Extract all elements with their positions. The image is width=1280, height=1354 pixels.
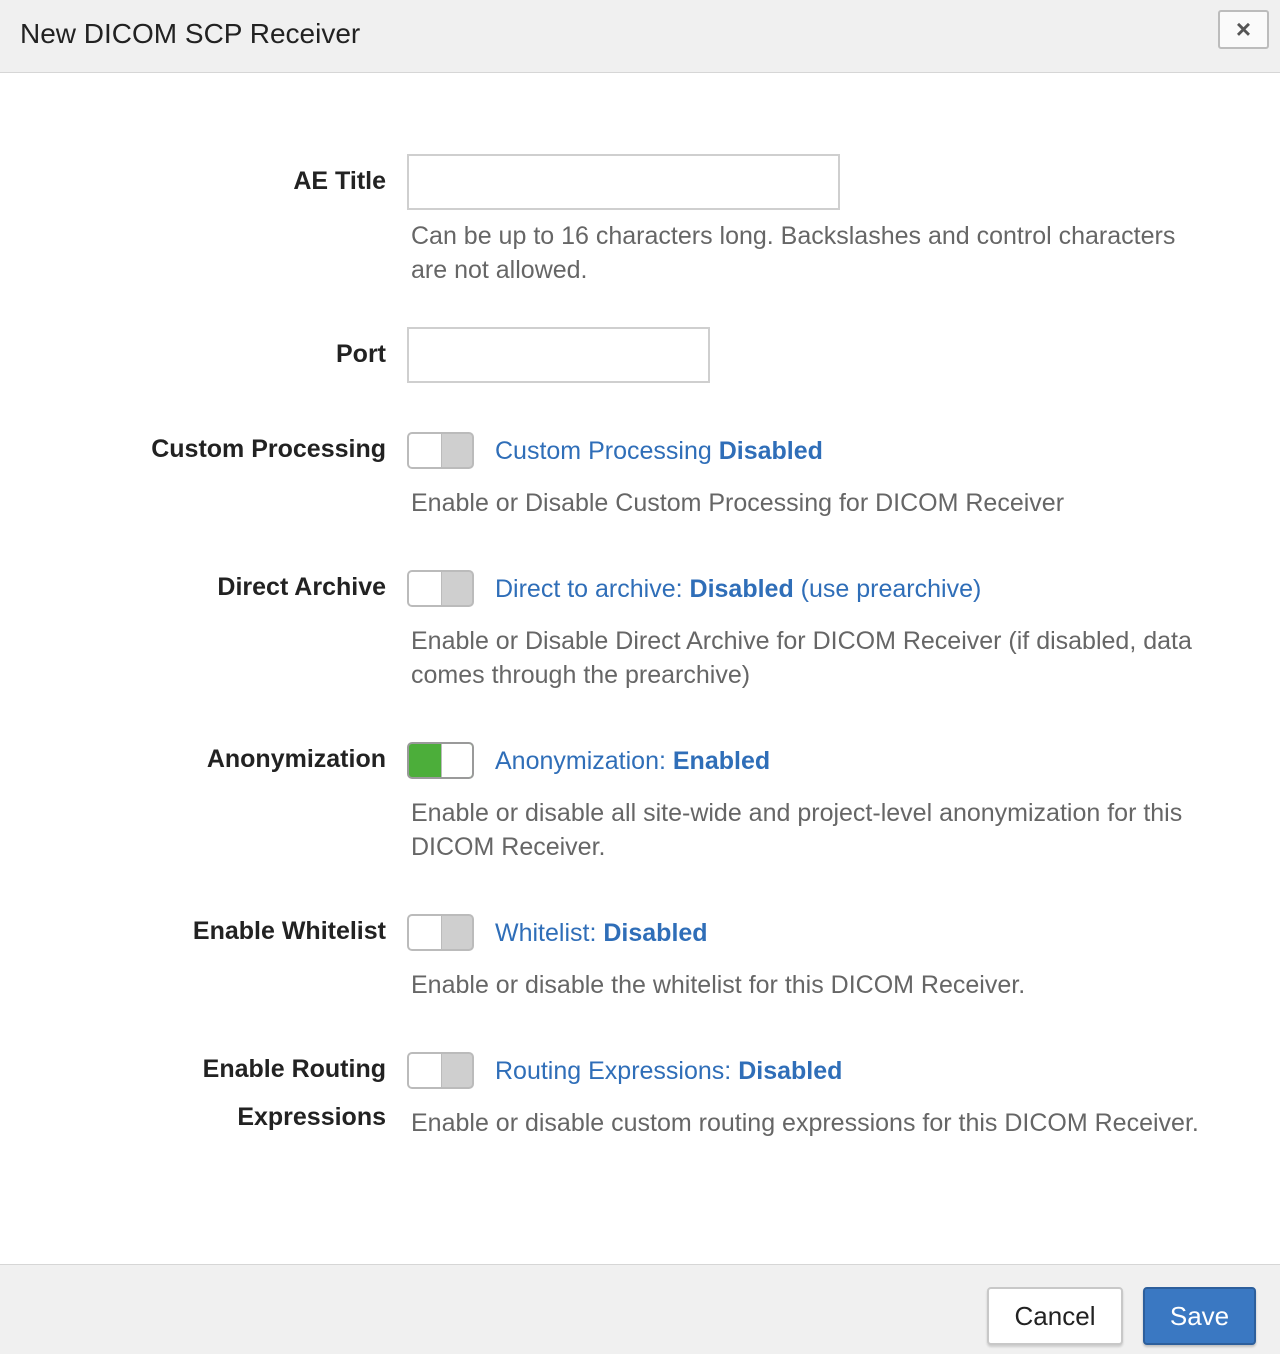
status-prefix: Custom Processing: [495, 437, 719, 465]
routing-toggle[interactable]: [407, 1052, 474, 1089]
status-value: Disabled: [689, 575, 794, 603]
direct-archive-toggle[interactable]: [407, 570, 474, 607]
routing-label-line1: Enable Routing: [202, 1055, 386, 1083]
status-value: Disabled: [718, 437, 823, 465]
port-label: Port: [336, 340, 386, 368]
toggle-knob: [409, 1054, 442, 1087]
custom-processing-help: Enable or Disable Custom Processing for DICOM Receiver: [411, 489, 1065, 517]
whitelist-toggle[interactable]: [407, 914, 474, 951]
routing-status: [495, 1054, 842, 1088]
close-button[interactable]: [1218, 10, 1269, 49]
status-value: Disabled: [738, 1057, 843, 1085]
anonymization-status: [495, 744, 770, 778]
cancel-button[interactable]: Cancel: [987, 1287, 1123, 1345]
ae-title-input[interactable]: [407, 154, 840, 210]
status-prefix: Anonymization:: [495, 747, 673, 775]
toggle-knob: [409, 916, 442, 949]
dialog-title: New DICOM SCP Receiver: [20, 18, 361, 49]
save-button[interactable]: Save: [1143, 1287, 1256, 1345]
anonymization-toggle[interactable]: [407, 742, 474, 779]
whitelist-label: Enable Whitelist: [192, 917, 386, 945]
anonymization-label: Anonymization: [206, 745, 386, 773]
dialog-header: [0, 0, 1280, 73]
custom-processing-status: [495, 434, 823, 468]
status-suffix: (use prearchive): [793, 575, 982, 603]
whitelist-help: Enable or disable the whitelist for this DICOM Receiver.: [411, 971, 1026, 999]
ae-title-help: Can be up to 16 characters long. Backslashes and control characters are not allowed.: [411, 222, 1176, 284]
ae-title-label: AE Title: [293, 167, 386, 195]
direct-archive-status: [495, 572, 981, 606]
dialog-footer: [0, 1264, 1280, 1354]
routing-label-line2: Expressions: [237, 1103, 386, 1131]
routing-label: [203, 1052, 386, 1134]
status-value: Disabled: [603, 919, 708, 947]
toggle-knob: [409, 572, 442, 605]
toggle-knob: [409, 434, 442, 467]
routing-help: Enable or disable custom routing expressions for this DICOM Receiver.: [411, 1109, 1199, 1137]
status-prefix: Routing Expressions:: [495, 1057, 739, 1085]
custom-processing-toggle[interactable]: [407, 432, 474, 469]
direct-archive-help: Enable or Disable Direct Archive for DICOM Receiver (if disabled, data comes through the prearchive): [411, 627, 1192, 689]
toggle-knob: [441, 744, 474, 777]
status-value: Enabled: [672, 747, 771, 775]
port-input[interactable]: [407, 327, 710, 383]
anonymization-help: Enable or disable all site-wide and project-level anonymization for this DICOM Receiver.: [411, 799, 1183, 861]
status-prefix: Direct to archive:: [495, 575, 690, 603]
custom-processing-label: Custom Processing: [151, 435, 386, 463]
status-prefix: Whitelist:: [495, 919, 604, 947]
whitelist-status: [495, 916, 708, 950]
direct-archive-label: Direct Archive: [217, 573, 386, 601]
close-icon: ×: [1235, 14, 1252, 44]
